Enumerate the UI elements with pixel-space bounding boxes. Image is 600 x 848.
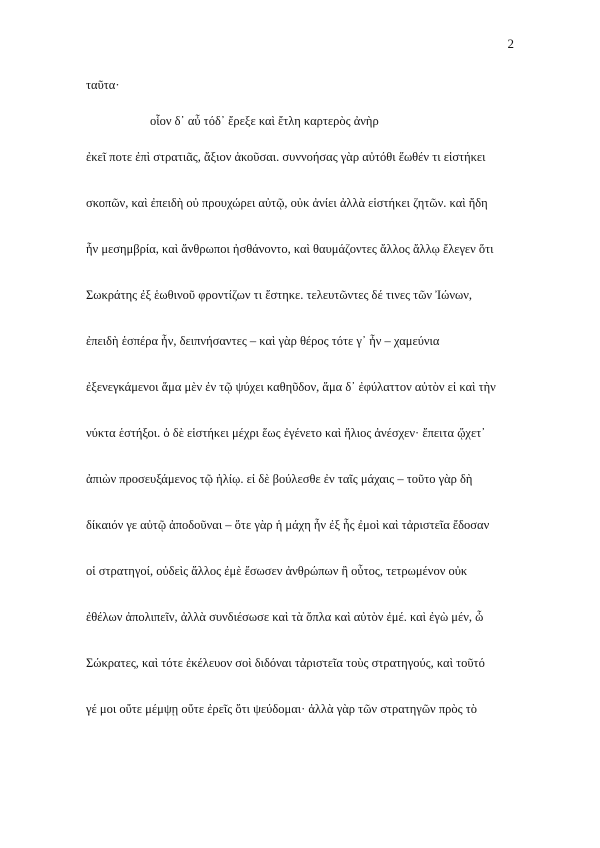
text-line: νύκτα ἑστήξοι. ὁ δὲ εἱστήκει μέχρι ἕως ἐγένετο καὶ ἥλιος ἀνέσχεν· ἔπειτα ᾤχετ᾽ xyxy=(86,426,486,440)
text-line: ἐξενεγκάμενοι ἅμα μὲν ἐν τῷ ψύχει καθηῦδον, ἅμα δ᾽ ἐφύλαττον αὐτὸν εἰ καὶ τὴν xyxy=(86,380,496,394)
text-line: ἐθέλων ἀπολιπεῖν, ἀλλὰ συνδιέσωσε καὶ τὰ ὅπλα καὶ αὐτὸν ἐμέ. καὶ ἐγὼ μέν, ὦ xyxy=(86,610,484,624)
text-line: Σωκράτης ἐξ ἑωθινοῦ φροντίζων τι ἕστηκε. τελευτῶντες δέ τινες τῶν Ἰώνων, xyxy=(86,288,472,302)
text-line: δίκαιόν γε αὐτῷ ἀποδοῦναι – ὅτε γὰρ ἡ μάχη ἦν ἐξ ἧς ἐμοὶ καὶ τἀριστεῖα ἔδοσαν xyxy=(86,518,490,532)
text-line: ἀπιὼν προσευξάμενος τῷ ἡλίῳ. εἰ δὲ βούλεσθε ἐν ταῖς μάχαις – τοῦτο γὰρ δὴ xyxy=(86,472,473,486)
page-number: 2 xyxy=(507,36,514,51)
text-line: ταῦτα· xyxy=(86,78,120,92)
text-line: οἱ στρατηγοί, οὐδεὶς ἄλλος ἐμὲ ἔσωσεν ἀνθρώπων ἢ οὗτος, τετρωμένον οὐκ xyxy=(86,564,468,578)
verse-quote: οἷον δ᾽ αὖ τόδ᾽ ἔρεξε καὶ ἔτλη καρτερὸς ἀνὴρ xyxy=(150,114,379,128)
text-line: ἐκεῖ ποτε ἐπὶ στρατιᾶς, ἄξιον ἀκοῦσαι. συννοήσας γὰρ αὐτόθι ἕωθέν τι εἱστήκει xyxy=(86,150,486,164)
text-line: Σώκρατες, καὶ τότε ἐκέλευον σοὶ διδόναι τἀριστεῖα τοὺς στρατηγούς, καὶ τοῦτό xyxy=(86,656,485,670)
body-text xyxy=(86,78,526,748)
text-line: ἐπειδὴ ἑσπέρα ἦν, δειπνήσαντες – καὶ γὰρ θέρος τότε γ᾽ ἦν – χαμεύνια xyxy=(86,334,440,348)
text-line: γέ μοι οὔτε μέμψῃ οὔτε ἐρεῖς ὅτι ψεύδομαι· ἀλλὰ γὰρ τῶν στρατηγῶν πρὸς τὸ xyxy=(86,702,477,716)
text-line: ἦν μεσημβρία, καὶ ἄνθρωποι ἠσθάνοντο, καὶ θαυμάζοντες ἄλλος ἄλλῳ ἔλεγεν ὅτι xyxy=(86,242,494,256)
text-line: σκοπῶν, καὶ ἐπειδὴ οὐ προυχώρει αὐτῷ, οὐκ ἀνίει ἀλλὰ εἱστήκει ζητῶν. καὶ ἤδη xyxy=(86,196,488,210)
